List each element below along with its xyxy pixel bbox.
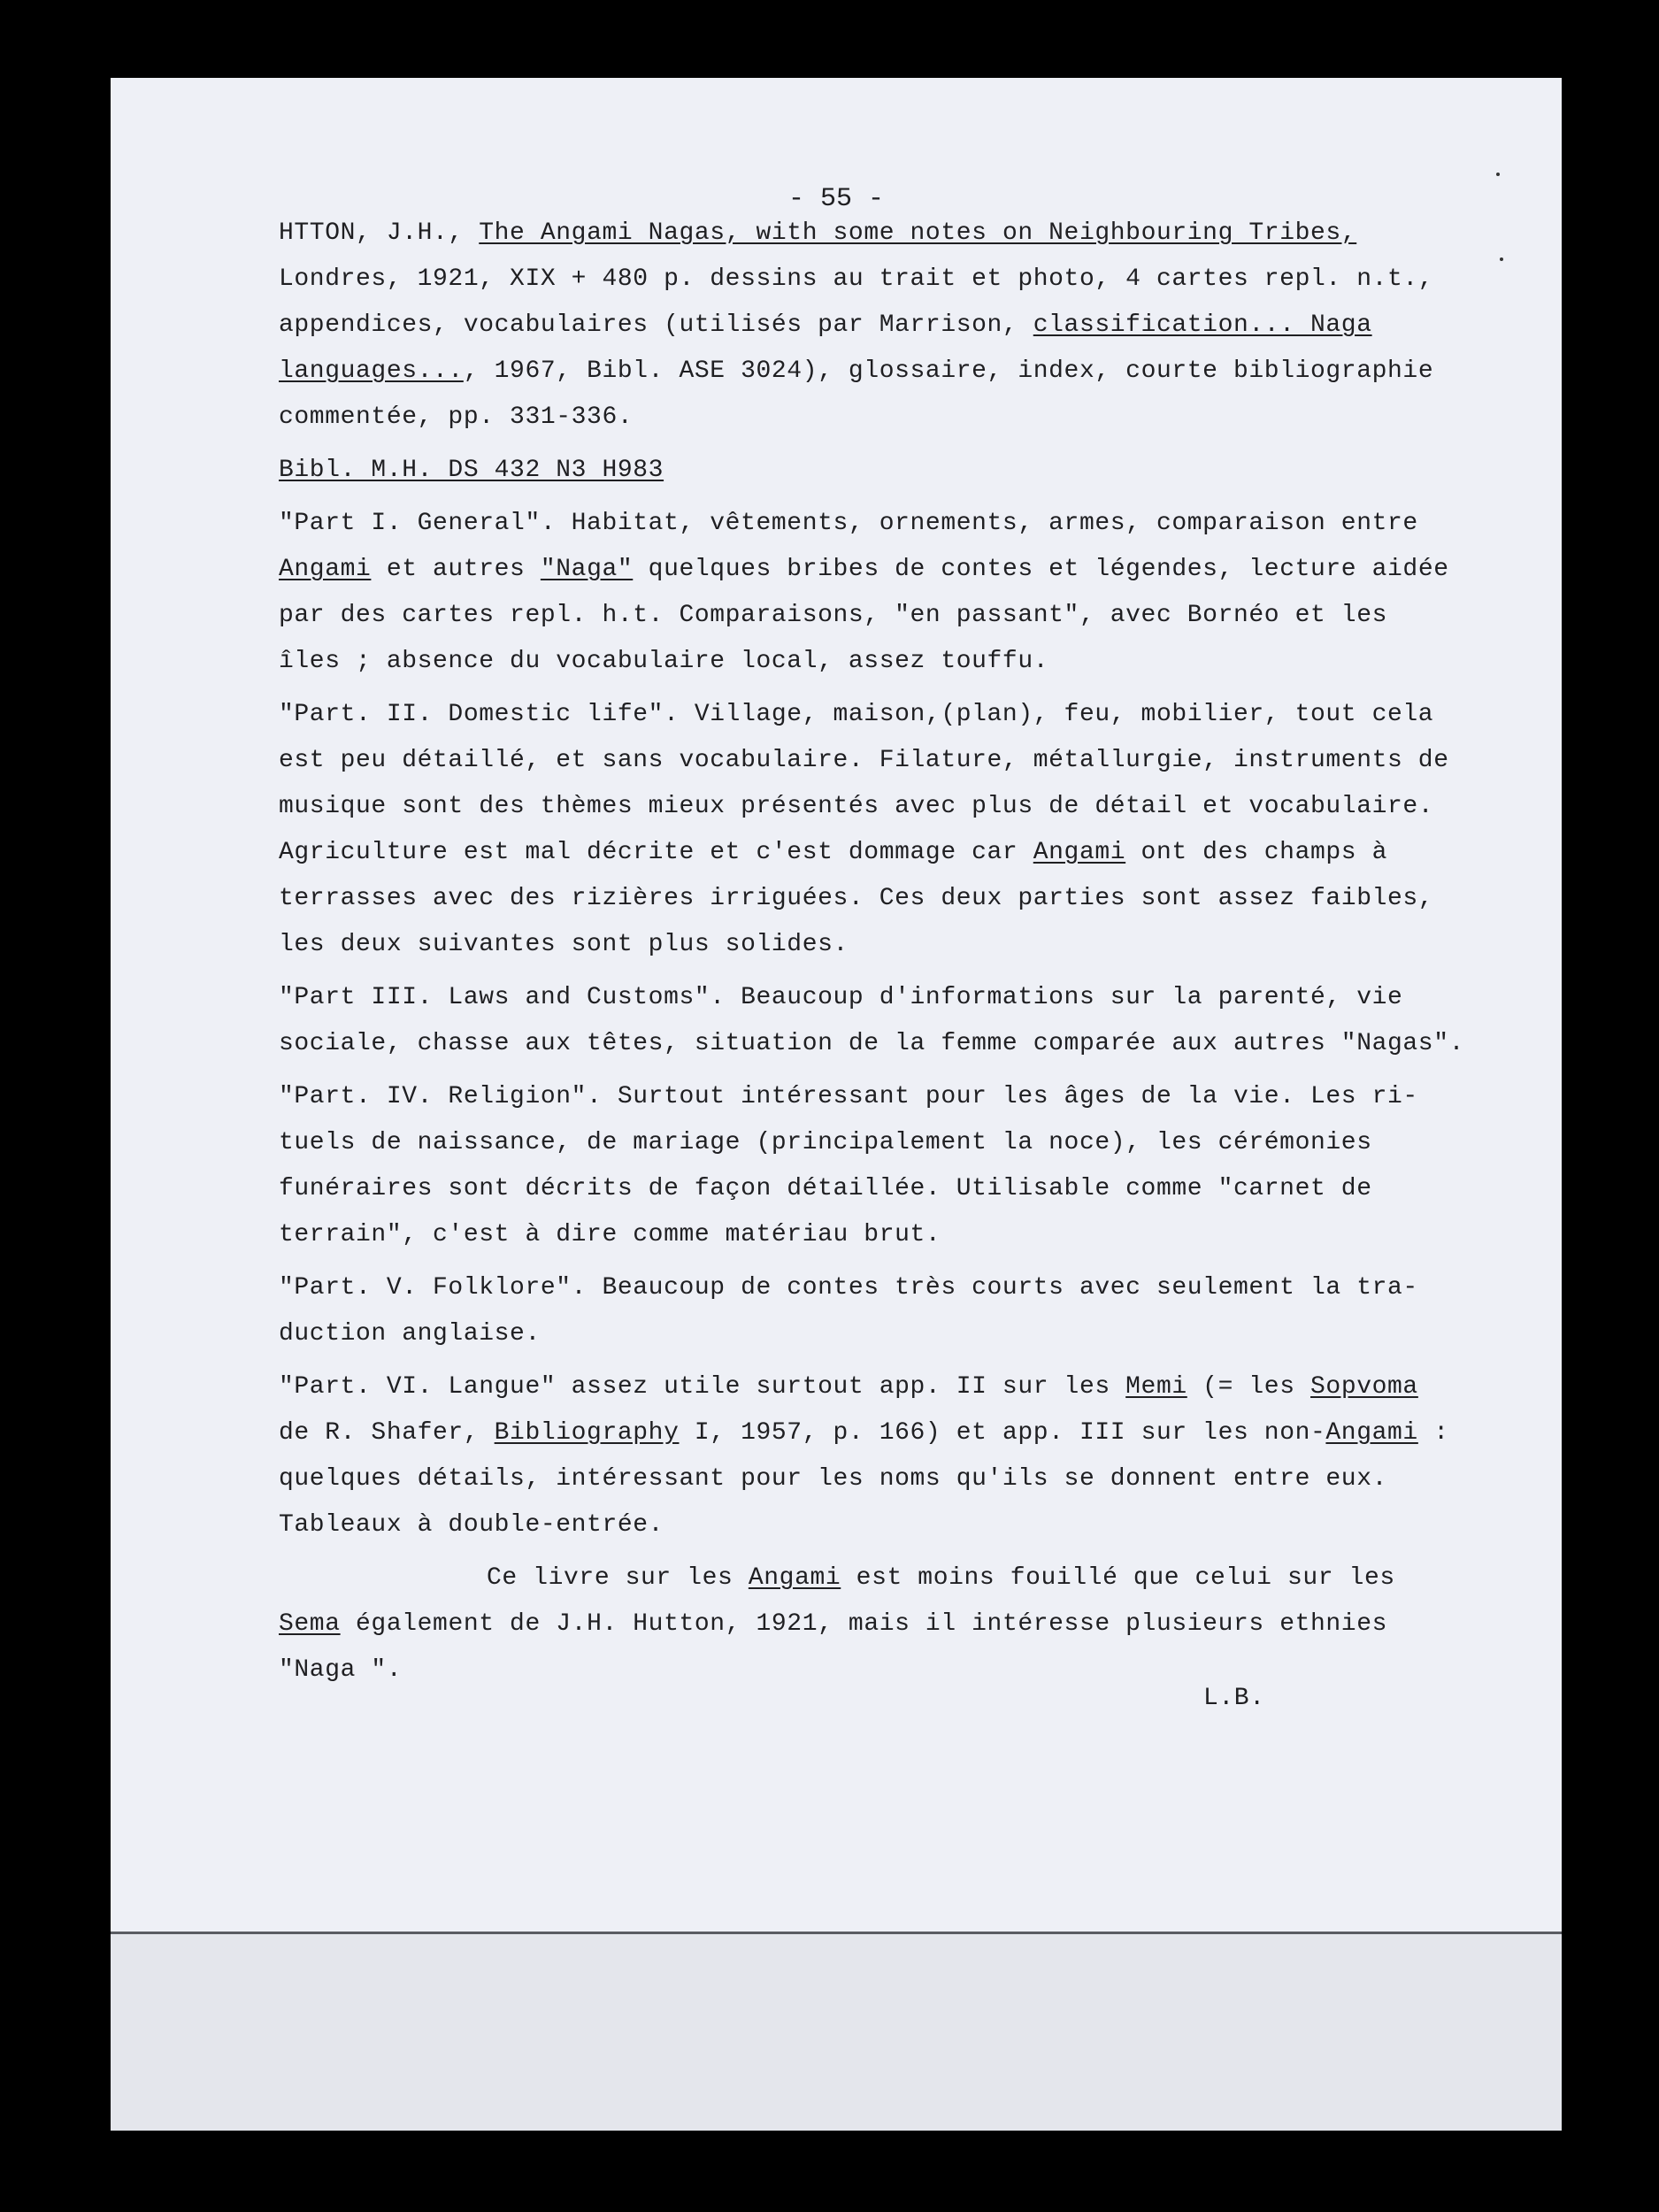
- text-line: Londres, 1921, XIX + 480 p. dessins au trait et photo, 4 cartes repl. n.t.,: [279, 265, 1434, 293]
- signature: L.B.: [1203, 1685, 1265, 1712]
- text-line: les deux suivantes sont plus solides.: [279, 931, 849, 958]
- fold-line: [111, 1932, 1562, 1934]
- text-line: de R. Shafer, Bibliography I, 1957, p. 166) et app. III sur les non-Angami :: [279, 1419, 1449, 1447]
- text-line: "Part III. Laws and Customs". Beaucoup d'informations sur la parenté, vie: [279, 984, 1403, 1011]
- text-line: par des cartes repl. h.t. Comparaisons, "en passant", avec Bornéo et les: [279, 602, 1387, 629]
- text-line: "Part. IV. Religion". Surtout intéressant pour les âges de la vie. Les ri-: [279, 1083, 1418, 1110]
- text-line: "Part. V. Folklore". Beaucoup de contes très courts avec seulement la tra-: [279, 1274, 1418, 1302]
- text-line: commentée, pp. 331-336.: [279, 403, 634, 431]
- text-line: musique sont des thèmes mieux présentés avec plus de détail et vocabulaire.: [279, 793, 1434, 820]
- text-line: funéraires sont décrits de façon détaillée. Utilisable comme "carnet de: [279, 1175, 1372, 1202]
- page-lower-strip: [111, 1934, 1562, 2131]
- text-line: tuels de naissance, de mariage (principalement la noce), les cérémonies: [279, 1129, 1372, 1156]
- cited-title: classification... Naga: [1033, 311, 1372, 339]
- text-line: "Part. VI. Langue" assez utile surtout app. II sur les Memi (= les Sopvoma: [279, 1373, 1418, 1401]
- text-line: sociale, chasse aux têtes, situation de la femme comparée aux autres "Nagas".: [279, 1030, 1465, 1057]
- library-reference: Bibl. M.H. DS 432 N3 H983: [279, 457, 664, 484]
- text-line: Angami et autres "Naga" quelques bribes de contes et légendes, lecture aidée: [279, 556, 1449, 583]
- paper-speck: [1496, 173, 1500, 176]
- text-line: quelques détails, intéressant pour les noms qu'ils se donnent entre eux.: [279, 1465, 1387, 1493]
- text-line: terrasses avec des rizières irriguées. Ces deux parties sont assez faibles,: [279, 885, 1434, 912]
- text-line: "Part I. General". Habitat, vêtements, ornements, armes, comparaison entre: [279, 510, 1418, 537]
- text-line: îles ; absence du vocabulaire local, assez touffu.: [279, 648, 1049, 675]
- text-line: "Naga ".: [279, 1656, 403, 1684]
- text-line: terrain", c'est à dire comme matériau brut.: [279, 1221, 941, 1248]
- text-line: appendices, vocabulaires (utilisés par Marrison, classification... Naga: [279, 311, 1372, 339]
- text-line: Ce livre sur les Angami est moins fouillé que celui sur les: [487, 1564, 1395, 1592]
- page-number: - 55 -: [787, 184, 885, 214]
- text-line: Tableaux à double-entrée.: [279, 1511, 664, 1539]
- book-title: The Angami Nagas, with some notes on Neighbouring Tribes,: [479, 219, 1357, 247]
- text-line: languages..., 1967, Bibl. ASE 3024), glossaire, index, courte bibliographie: [279, 357, 1434, 385]
- text-line: Sema également de J.H. Hutton, 1921, mais il intéresse plusieurs ethnies: [279, 1610, 1388, 1638]
- text-line: "Part. II. Domestic life". Village, maison,(plan), feu, mobilier, tout cela: [279, 701, 1434, 728]
- text-line: Agriculture est mal décrite et c'est dommage car Angami ont des champs à: [279, 839, 1388, 866]
- cited-title: languages...: [279, 357, 464, 385]
- text-line: est peu détaillé, et sans vocabulaire. Filature, métallurgie, instruments de: [279, 747, 1449, 774]
- document-body: [279, 211, 1509, 1722]
- text-line: duction anglaise.: [279, 1320, 541, 1348]
- text-line: HTTON, J.H., The Angami Nagas, with some notes on Neighbouring Tribes,: [279, 219, 1357, 247]
